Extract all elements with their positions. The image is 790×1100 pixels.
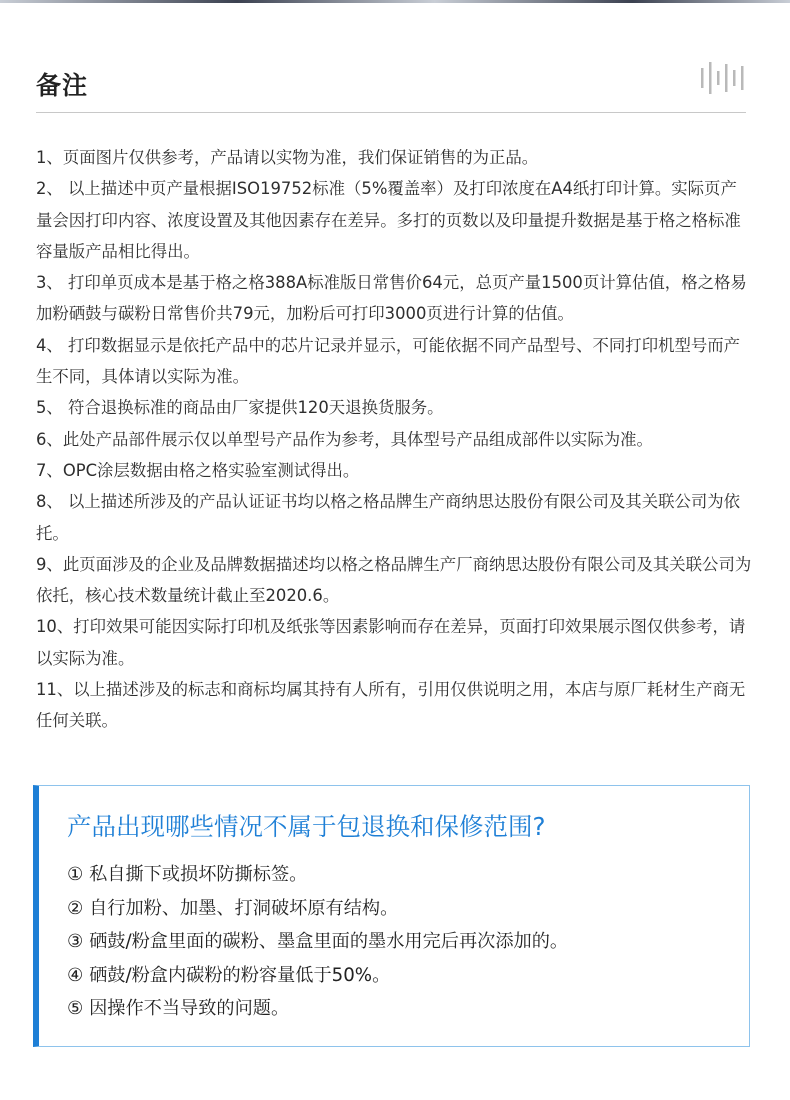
note-item: 7、OPC涂层数据由格之格实验室测试得出。 (36, 460, 360, 480)
note-item: 11、以上描述涉及的标志和商标均属其持有人所有，引用仅供说明之用，本店与原厂耗材生产商无任何关联。 (36, 680, 746, 731)
note-item: 2、 以上描述中页产量根据ISO19752标准（5%覆盖率）及打印浓度在A4纸打印计算。实际页产量会因打印内容、浓度设置及其他因素存在差异。多打的页数以及印量提升数据是基于格之格标准容量版产品相比得出。 (36, 179, 741, 261)
warranty-item: ② 自行加粉、加墨、打洞破坏原有结构。 (67, 897, 399, 919)
warranty-item: ③ 硒鼓/粉盒里面的碳粉、墨盒里面的墨水用完后再次添加的。 (67, 931, 569, 952)
warranty-item: ④ 硒鼓/粉盒内碳粉的粉容量低于50%。 (67, 964, 391, 986)
warranty-item: ⑤ 因操作不当导致的问题。 (67, 998, 290, 1019)
audio-bars-icon (700, 62, 746, 94)
top-decorative-strip (0, 0, 790, 3)
note-item: 5、 符合退换标准的商品由厂家提供120天退换货服务。 (36, 398, 444, 418)
note-item: 6、此处产品部件展示仅以单型号产品作为参考，具体型号产品组成部件以实际为准。 (36, 429, 653, 449)
warranty-title: 产品出现哪些情况不属于包退换和保修范围? (67, 812, 546, 841)
section-header (36, 58, 746, 113)
notes-list (36, 142, 752, 737)
warranty-exclusions-box (33, 785, 750, 1047)
warranty-item: ① 私自撕下或损坏防撕标签。 (67, 864, 308, 885)
section-title: 备注 (36, 71, 89, 100)
note-item: 1、页面图片仅供参考，产品请以实物为准，我们保证销售的为正品。 (36, 148, 539, 167)
note-item: 3、 打印单页成本是基于格之格388A标准版日常售价64元，总页产量1500页计算估值，格之格易加粉硒鼓与碳粉日常售价共79元，加粉后可打印3000页进行计算的估值。 (36, 273, 747, 324)
note-item: 9、此页面涉及的企业及品牌数据描述均以格之格品牌生产厂商纳思达股份有限公司及其关联公司为依托，核心技术数量统计截止至2020.6。 (36, 554, 752, 606)
note-item: 10、打印效果可能因实际打印机及纸张等因素影响而存在差异，页面打印效果展示图仅供参考，请以实际为准。 (36, 617, 746, 668)
note-item: 4、 打印数据显示是依托产品中的芯片记录并显示，可能依据不同产品型号、不同打印机型号而产生不同，具体请以实际为准。 (36, 335, 741, 387)
note-item: 8、 以上描述所涉及的产品认证证书均以格之格品牌生产商纳思达股份有限公司及其关联公司为依托。 (36, 492, 741, 543)
warranty-items (67, 858, 568, 1026)
